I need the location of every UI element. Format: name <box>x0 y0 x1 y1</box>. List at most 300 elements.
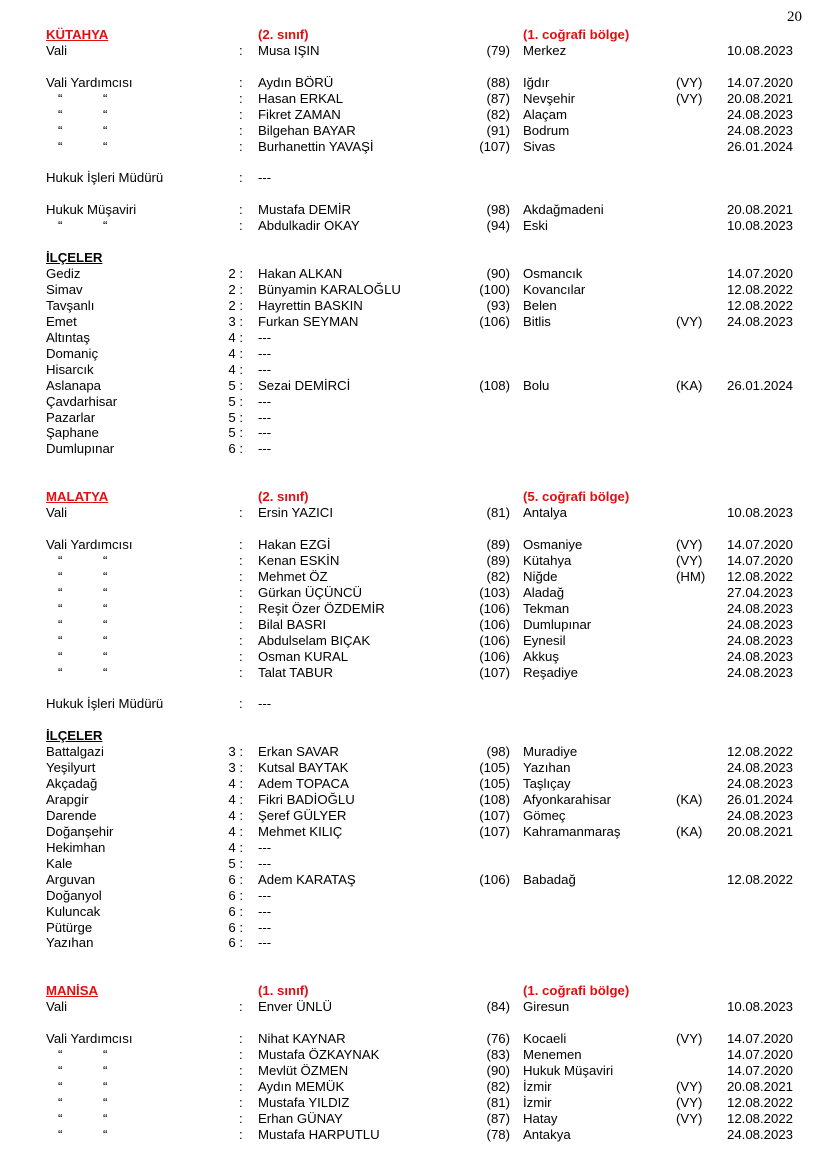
separator: : <box>239 648 243 664</box>
term-code: (106) <box>479 313 510 329</box>
district-class-number: 5 : <box>228 409 243 425</box>
post-tag: (VY) <box>676 1078 703 1094</box>
previous-post: Eski <box>523 218 548 234</box>
person-name: --- <box>258 903 272 919</box>
official-row <box>0 999 827 1015</box>
previous-post: Taşlıçay <box>523 776 571 792</box>
spacer <box>0 186 827 202</box>
district-row <box>0 362 827 378</box>
official-row <box>0 617 827 633</box>
district-name: Hisarcık <box>46 361 94 377</box>
separator: : <box>239 218 243 234</box>
person-name: Mustafa YILDIZ <box>258 1094 350 1110</box>
district-name: Doğanşehir <box>46 823 114 839</box>
ditto-mark: “ <box>103 616 108 632</box>
previous-post: Akkuş <box>523 648 559 664</box>
district-class-number: 3 : <box>228 744 243 760</box>
appointment-date: 26.01.2024 <box>726 377 793 393</box>
district-name: Dumlupınar <box>46 441 115 457</box>
term-code: (82) <box>486 568 510 584</box>
ditto-mark: “ <box>58 1110 63 1126</box>
appointment-date: 10.08.2023 <box>726 42 793 58</box>
appointment-date: 20.08.2021 <box>726 823 793 839</box>
district-name: Pazarlar <box>46 409 96 425</box>
spacer <box>0 1015 827 1031</box>
district-class-number: 6 : <box>228 871 243 887</box>
separator: : <box>239 170 243 186</box>
spacer <box>0 457 827 473</box>
post-tag: (KA) <box>676 823 703 839</box>
province-header <box>0 489 827 505</box>
person-name: --- <box>258 855 272 871</box>
person-name: Osman KURAL <box>258 648 349 664</box>
post-tag: (VY) <box>676 1094 703 1110</box>
position-title: Vali <box>46 999 68 1015</box>
ditto-mark: “ <box>58 90 63 106</box>
position-title: Hukuk Müşaviri <box>46 202 137 218</box>
district-class-number: 2 : <box>228 297 243 313</box>
ditto-mark: “ <box>103 1062 108 1078</box>
post-tag: (VY) <box>676 74 703 90</box>
term-code: (106) <box>479 871 510 887</box>
person-name: Bilal BASRI <box>258 616 327 632</box>
person-name: Mustafa ÖZKAYNAK <box>258 1047 380 1062</box>
previous-post: Bodrum <box>523 122 570 138</box>
term-code: (100) <box>479 282 510 297</box>
spacer <box>0 155 827 171</box>
separator: : <box>239 664 243 680</box>
district-name: Akçadağ <box>46 776 98 792</box>
official-row <box>0 1111 827 1127</box>
person-name: --- <box>258 393 272 409</box>
ditto-mark: “ <box>103 600 108 616</box>
spacer <box>0 712 827 728</box>
term-code: (107) <box>479 138 510 154</box>
position-title: Vali Yardımcısı <box>46 74 133 90</box>
previous-post: Akdağmadeni <box>523 202 604 218</box>
official-row <box>0 537 827 553</box>
appointment-date: 24.08.2023 <box>726 776 793 792</box>
term-code: (103) <box>479 584 510 600</box>
district-name: Çavdarhisar <box>46 393 118 409</box>
previous-post: Giresun <box>523 999 570 1015</box>
previous-post: Kocaeli <box>523 1031 567 1047</box>
person-name: Fikri BADİOĞLU <box>258 792 355 807</box>
district-name: Altıntaş <box>46 329 90 345</box>
previous-post: Kütahya <box>523 552 572 568</box>
province-name: KÜTAHYA <box>46 27 109 42</box>
district-row <box>0 410 827 426</box>
ditto-mark: “ <box>103 584 108 600</box>
person-name: Erkan SAVAR <box>258 744 339 760</box>
separator: : <box>239 584 243 600</box>
document-body <box>0 27 827 1143</box>
person-name: --- <box>258 935 272 951</box>
person-name: Hakan ALKAN <box>258 266 343 282</box>
official-row <box>0 91 827 107</box>
separator: : <box>239 90 243 106</box>
district-row <box>0 920 827 936</box>
previous-post: Osmaniye <box>523 537 583 552</box>
term-code: (90) <box>486 1062 510 1078</box>
person-name: Abdulselam BIÇAK <box>258 632 371 648</box>
appointment-date: 10.08.2023 <box>726 999 793 1015</box>
term-code: (94) <box>486 218 510 234</box>
previous-post: Menemen <box>523 1047 582 1062</box>
district-class-number: 6 : <box>228 919 243 935</box>
person-name: Hakan EZGİ <box>258 537 331 552</box>
appointment-date: 26.01.2024 <box>726 138 793 154</box>
term-code: (82) <box>486 106 510 122</box>
term-code: (88) <box>486 74 510 90</box>
separator: : <box>239 1126 243 1142</box>
post-tag: (KA) <box>676 792 703 807</box>
previous-post: Muradiye <box>523 744 578 760</box>
person-name: Reşit Özer ÖZDEMİR <box>258 600 385 616</box>
person-name: Mevlüt ÖZMEN <box>258 1062 349 1078</box>
term-code: (84) <box>486 999 510 1015</box>
term-code: (108) <box>479 377 510 393</box>
appointment-date: 12.08.2022 <box>726 568 793 584</box>
official-row <box>0 649 827 665</box>
term-code: (81) <box>486 505 510 521</box>
person-name: Bilgehan BAYAR <box>258 122 356 138</box>
person-name: --- <box>258 887 272 903</box>
previous-post: Babadağ <box>523 871 576 887</box>
separator: : <box>239 1078 243 1094</box>
person-name: Burhanettin YAVAŞİ <box>258 138 374 154</box>
district-row <box>0 808 827 824</box>
separator: : <box>239 505 243 521</box>
person-name: Aydın BÖRÜ <box>258 74 334 90</box>
district-row <box>0 441 827 457</box>
district-row <box>0 792 827 808</box>
ditto-mark: “ <box>103 632 108 648</box>
district-class-number: 4 : <box>228 807 243 823</box>
official-row <box>0 553 827 569</box>
district-name: Kale <box>46 855 73 871</box>
district-name: Arguvan <box>46 871 96 887</box>
appointment-date: 24.08.2023 <box>726 632 793 648</box>
person-name: --- <box>258 696 272 712</box>
separator: : <box>239 138 243 154</box>
district-name: Simav <box>46 282 83 297</box>
previous-post: İzmir <box>523 1078 552 1094</box>
separator: : <box>239 1110 243 1126</box>
province-name: MALATYA <box>46 489 109 505</box>
district-class-number: 6 : <box>228 935 243 951</box>
person-name: Mustafa HARPUTLU <box>258 1126 380 1142</box>
appointment-date: 14.07.2020 <box>726 552 793 568</box>
appointment-date: 24.08.2023 <box>726 664 793 680</box>
ditto-mark: “ <box>103 1110 108 1126</box>
district-name: Doğanyol <box>46 887 102 903</box>
district-row <box>0 394 827 410</box>
previous-post: Alaçam <box>523 106 567 122</box>
district-row <box>0 282 827 298</box>
district-row <box>0 266 827 282</box>
district-name: Şaphane <box>46 425 99 441</box>
district-class-number: 6 : <box>228 441 243 457</box>
page-number: 20 <box>787 9 802 25</box>
ditto-mark: “ <box>58 1062 63 1078</box>
province-name: MANİSA <box>46 983 99 999</box>
post-tag: (VY) <box>676 552 703 568</box>
district-row <box>0 856 827 872</box>
person-name: Kutsal BAYTAK <box>258 760 349 776</box>
term-code: (91) <box>486 122 510 138</box>
term-code: (90) <box>486 266 510 282</box>
official-row <box>0 1095 827 1111</box>
term-code: (76) <box>486 1031 510 1047</box>
person-name: --- <box>258 425 272 441</box>
official-row <box>0 43 827 59</box>
term-code: (98) <box>486 744 510 760</box>
ditto-mark: “ <box>58 664 63 680</box>
previous-post: Antalya <box>523 505 567 521</box>
province-class: (1. sınıf) <box>258 983 309 999</box>
official-row <box>0 601 827 617</box>
person-name: --- <box>258 409 272 425</box>
separator: : <box>239 202 243 218</box>
spacer <box>0 473 827 489</box>
separator: : <box>239 1031 243 1047</box>
district-row <box>0 760 827 776</box>
ditto-mark: “ <box>58 138 63 154</box>
official-row <box>0 75 827 91</box>
person-name: Hayrettin BASKIN <box>258 297 363 313</box>
ditto-mark: “ <box>58 106 63 122</box>
position-title: Vali <box>46 42 68 58</box>
district-name: Yazıhan <box>46 935 94 951</box>
district-row <box>0 888 827 904</box>
appointment-date: 24.08.2023 <box>726 600 793 616</box>
previous-post: Antakya <box>523 1126 571 1142</box>
term-code: (87) <box>486 90 510 106</box>
term-code: (93) <box>486 297 510 313</box>
district-class-number: 3 : <box>228 760 243 776</box>
person-name: Aydın MEMÜK <box>258 1078 345 1094</box>
previous-post: Yazıhan <box>523 760 571 776</box>
official-row <box>0 633 827 649</box>
section-heading <box>0 728 827 744</box>
person-name: Enver ÜNLÜ <box>258 999 333 1015</box>
separator: : <box>239 122 243 138</box>
appointment-date: 24.08.2023 <box>726 122 793 138</box>
previous-post: Reşadiye <box>523 664 578 680</box>
district-row <box>0 744 827 760</box>
ditto-mark: “ <box>58 122 63 138</box>
separator: : <box>239 74 243 90</box>
ditto-mark: “ <box>58 1094 63 1110</box>
person-name: Hasan ERKAL <box>258 90 344 106</box>
district-name: Aslanapa <box>46 377 101 393</box>
district-row <box>0 425 827 441</box>
district-name: Domaniç <box>46 345 99 361</box>
ditto-mark: “ <box>103 1094 108 1110</box>
ditto-mark: “ <box>103 1047 108 1062</box>
term-code: (98) <box>486 202 510 218</box>
appointment-date: 24.08.2023 <box>726 106 793 122</box>
official-row <box>0 139 827 155</box>
person-name: Talat TABUR <box>258 664 333 680</box>
separator: : <box>239 42 243 58</box>
district-class-number: 5 : <box>228 855 243 871</box>
district-class-number: 2 : <box>228 282 243 297</box>
previous-post: Afyonkarahisar <box>523 792 611 807</box>
appointment-date: 24.08.2023 <box>726 313 793 329</box>
district-name: Tavşanlı <box>46 297 95 313</box>
person-name: --- <box>258 441 272 457</box>
province-class: (2. sınıf) <box>258 489 309 505</box>
person-name: Gürkan ÜÇÜNCÜ <box>258 584 363 600</box>
district-row <box>0 840 827 856</box>
term-code: (105) <box>479 776 510 792</box>
person-name: Kenan ESKİN <box>258 552 340 568</box>
district-name: Kuluncak <box>46 903 101 919</box>
position-title: Vali <box>46 505 68 521</box>
previous-post: Niğde <box>523 568 558 584</box>
person-name: Furkan SEYMAN <box>258 313 359 329</box>
district-name: Arapgir <box>46 792 89 807</box>
district-name: Yeşilyurt <box>46 760 96 776</box>
district-name: Darende <box>46 807 97 823</box>
previous-post: Osmancık <box>523 266 583 282</box>
ditto-mark: “ <box>58 584 63 600</box>
appointment-date: 24.08.2023 <box>726 1126 793 1142</box>
district-class-number: 4 : <box>228 361 243 377</box>
district-class-number: 5 : <box>228 393 243 409</box>
district-name: Gediz <box>46 266 81 282</box>
term-code: (106) <box>479 632 510 648</box>
previous-post: Kovancılar <box>523 282 586 297</box>
ditto-mark: “ <box>103 648 108 664</box>
official-row <box>0 1047 827 1063</box>
separator: : <box>239 568 243 584</box>
appointment-date: 12.08.2022 <box>726 1110 793 1126</box>
post-tag: (VY) <box>676 1110 703 1126</box>
ditto-mark: “ <box>103 122 108 138</box>
appointment-date: 14.07.2020 <box>726 74 793 90</box>
district-class-number: 4 : <box>228 329 243 345</box>
district-row <box>0 935 827 951</box>
appointment-date: 10.08.2023 <box>726 218 793 234</box>
official-row <box>0 696 827 712</box>
ditto-mark: “ <box>103 568 108 584</box>
spacer <box>0 59 827 75</box>
appointment-date: 12.08.2022 <box>726 282 793 297</box>
term-code: (107) <box>479 823 510 839</box>
post-tag: (KA) <box>676 377 703 393</box>
post-tag: (VY) <box>676 90 703 106</box>
term-code: (89) <box>486 537 510 552</box>
person-name: Erhan GÜNAY <box>258 1110 343 1126</box>
ditto-mark: “ <box>58 218 63 234</box>
district-class-number: 4 : <box>228 839 243 855</box>
spacer <box>0 951 827 967</box>
province-region: (1. coğrafi bölge) <box>523 27 630 42</box>
official-row <box>0 107 827 123</box>
district-row <box>0 314 827 330</box>
spacer <box>0 234 827 250</box>
province-region: (1. coğrafi bölge) <box>523 983 630 999</box>
district-class-number: 3 : <box>228 313 243 329</box>
appointment-date: 27.04.2023 <box>726 584 793 600</box>
separator: : <box>239 999 243 1015</box>
appointment-date: 14.07.2020 <box>726 1047 793 1062</box>
appointment-date: 20.08.2021 <box>726 90 793 106</box>
district-class-number: 6 : <box>228 903 243 919</box>
person-name: Mustafa DEMİR <box>258 202 352 218</box>
district-name: Hekimhan <box>46 839 106 855</box>
appointment-date: 12.08.2022 <box>726 871 793 887</box>
separator: : <box>239 1047 243 1062</box>
district-row <box>0 904 827 920</box>
position-title: Hukuk İşleri Müdürü <box>46 696 164 712</box>
post-tag: (VY) <box>676 313 703 329</box>
appointment-date: 24.08.2023 <box>726 807 793 823</box>
district-row <box>0 346 827 362</box>
previous-post: Belen <box>523 297 557 313</box>
official-row <box>0 1079 827 1095</box>
separator: : <box>239 1062 243 1078</box>
previous-post: Aladağ <box>523 584 565 600</box>
separator: : <box>239 1094 243 1110</box>
person-name: Fikret ZAMAN <box>258 106 341 122</box>
post-tag: (HM) <box>676 568 706 584</box>
province-header <box>0 27 827 43</box>
ditto-mark: “ <box>103 552 108 568</box>
term-code: (78) <box>486 1126 510 1142</box>
previous-post: Merkez <box>523 42 567 58</box>
person-name: Abdulkadir OKAY <box>258 218 360 234</box>
post-tag: (VY) <box>676 537 703 552</box>
person-name: --- <box>258 839 272 855</box>
term-code: (81) <box>486 1094 510 1110</box>
official-row <box>0 585 827 601</box>
ditto-mark: “ <box>58 648 63 664</box>
separator: : <box>239 600 243 616</box>
section-heading <box>0 250 827 266</box>
separator: : <box>239 552 243 568</box>
position-title: Vali Yardımcısı <box>46 537 133 552</box>
previous-post: Eynesil <box>523 632 566 648</box>
previous-post: Hukuk Müşaviri <box>523 1062 614 1078</box>
district-name: Emet <box>46 313 77 329</box>
official-row <box>0 569 827 585</box>
separator: : <box>239 616 243 632</box>
ditto-mark: “ <box>58 1047 63 1062</box>
person-name: Mehmet ÖZ <box>258 568 328 584</box>
ditto-mark: “ <box>103 218 108 234</box>
spacer <box>0 521 827 537</box>
previous-post: Dumlupınar <box>523 616 592 632</box>
term-code: (107) <box>479 807 510 823</box>
person-name: Sezai DEMİRCİ <box>258 377 351 393</box>
previous-post: Kahramanmaraş <box>523 823 621 839</box>
district-class-number: 5 : <box>228 377 243 393</box>
district-row <box>0 824 827 840</box>
person-name: Mehmet KILIÇ <box>258 823 343 839</box>
person-name: Ersin YAZICI <box>258 505 333 521</box>
official-row <box>0 1127 827 1143</box>
district-row <box>0 872 827 888</box>
district-row <box>0 378 827 394</box>
ditto-mark: “ <box>103 106 108 122</box>
previous-post: Sivas <box>523 138 556 154</box>
ditto-mark: “ <box>103 1078 108 1094</box>
appointment-date: 20.08.2021 <box>726 202 793 218</box>
